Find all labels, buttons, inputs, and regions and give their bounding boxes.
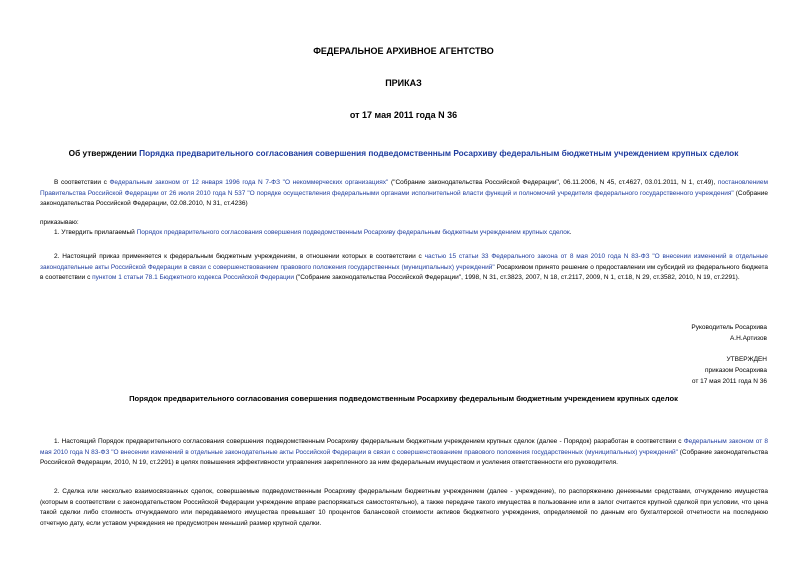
p1-law-83fz-link[interactable]: Федеральным законом от 8 мая 2010 года N 83-ФЗ "О внесении изменений в отдельные законодательные акты Российской Федерации в связи с совершенствованием правового положения государственных (муниципальных) учреждений" — [40, 438, 768, 456]
preamble-text-2: ("Собрание законодательства Российской Федерации", 06.11.2006, N 45, ст.4627, 03.01.2011, N 1, ст.49), — [388, 179, 718, 186]
p1-text-1: 1. Настоящий Порядок предварительного согласования совершения подведомственным Росархиву федеральным бюджетным учреждением крупных сделок (далее - Порядок) разработан в соответствии с — [54, 438, 684, 445]
approval-stamp-1: УТВЕРЖДЕН — [726, 356, 767, 363]
law-7fz-link[interactable]: Федеральным законом от 12 января 1996 года N 7-ФЗ "О некоммерческих организациях" — [109, 179, 389, 186]
item1-text-1: 1. Утвердить прилагаемый — [54, 229, 137, 236]
agency-heading: ФЕДЕРАЛЬНОЕ АРХИВНОЕ АГЕНТСТВО — [313, 46, 494, 56]
signature-position: Руководитель Росархива — [691, 324, 767, 331]
preamble-text-3: (Собрание законодательства Российской Федерации, 02.08.2010, N 31, ст.4236) — [40, 189, 768, 207]
procedure-paragraph-1 — [40, 437, 768, 469]
resolution-537-link[interactable]: постановлением Правительства Российской Федерации от 26 июля 2010 года N 537 "О порядке осуществления федеральными органами исполнительной власти функций и полномочий учредителя федерального государственного учреждения" — [40, 179, 768, 197]
procedure-link[interactable]: Порядок предварительного согласования совершения подведомственным Росархиву федеральным бюджетным учреждением крупных сделок — [136, 229, 570, 236]
title-prefix: Об утверждении — [68, 148, 140, 158]
item2-text-3: ("Собрание законодательства Российской Федерации", 1998, N 31, ст.3823, 2007, N 18, ст.2117, 2009, N 1, ст.18, N 29, ст.3582, 2010, N 19, ст.2291). — [293, 274, 740, 281]
law-83fz-link[interactable]: частью 15 статьи 33 Федерального закона от 8 мая 2010 года N 83-ФЗ "О внесении изменений в отдельные законодательные акты Российской Федерации в связи с совершенствованием правового положения государственных (муниципальных) учреждений" — [40, 253, 768, 271]
approval-stamp-3: от 17 мая 2011 года N 36 — [691, 378, 767, 385]
order-item-1 — [54, 228, 768, 239]
order-item-2 — [40, 252, 768, 284]
item1-text-2: . — [569, 229, 572, 236]
title-link[interactable]: Порядка предварительного согласования совершения подведомственным Росархиву федеральным бюджетным учреждением крупных сделок — [139, 148, 739, 158]
document-title — [0, 148, 807, 158]
order-word: приказываю: — [40, 219, 79, 226]
item2-text-1: 2. Настоящий приказ применяется к федеральным бюджетным учреждениям, в отношении которых в соответствии с — [54, 253, 425, 260]
document-type: ПРИКАЗ — [385, 78, 422, 88]
p2-text: 2. Сделка или несколько взаимосвязанных сделок, совершаемые подведомственным Росархиву федеральным бюджетным учреждением (далее - учреждение), по распоряжению денежными средствами, отчуждению имущества (которым в соответствии с законодательством Российской Федерации учреждение вправе распоряжаться самостоятельно), а также передаче такого имущества в пользование или в залог считается крупной сделкой при условии, что цена такой сделки либо стоимость отчуждаемого или передаваемого имущества превышает 10 процентов балансовой стоимости активов бюджетного учреждения, определяемой по данным его бухгалтерской отчетности на последнюю отчетную дату, если уставом учреждения не предусмотрен меньший размер крупной сделки. — [40, 488, 768, 527]
p1-text-2: (Собрание законодательства Российской Федерации, 2010, N 19, ст.2291) в целях повышения эффективности управления закрепленного за ним федеральным имуществом и усиления ответственности его руководителя. — [40, 448, 768, 466]
section-title: Порядок предварительного согласования совершения подведомственным Росархиву федеральным бюджетным учреждением крупных сделок — [129, 394, 678, 403]
approval-stamp-2: приказом Росархива — [704, 367, 767, 374]
document-date: от 17 мая 2011 года N 36 — [349, 110, 458, 120]
preamble-text-1: В соответствии с — [54, 179, 110, 186]
item2-text-2: Росархивом принято решение о предоставлении им субсидий из федерального бюджета в соответствии с — [40, 263, 768, 281]
signature-name: А.Н.Артизов — [729, 335, 767, 342]
budget-code-link[interactable]: пунктом 1 статьи 78.1 Бюджетного кодекса Российской Федерации — [92, 274, 294, 281]
procedure-paragraph-2 — [40, 487, 768, 529]
preamble — [40, 178, 768, 210]
